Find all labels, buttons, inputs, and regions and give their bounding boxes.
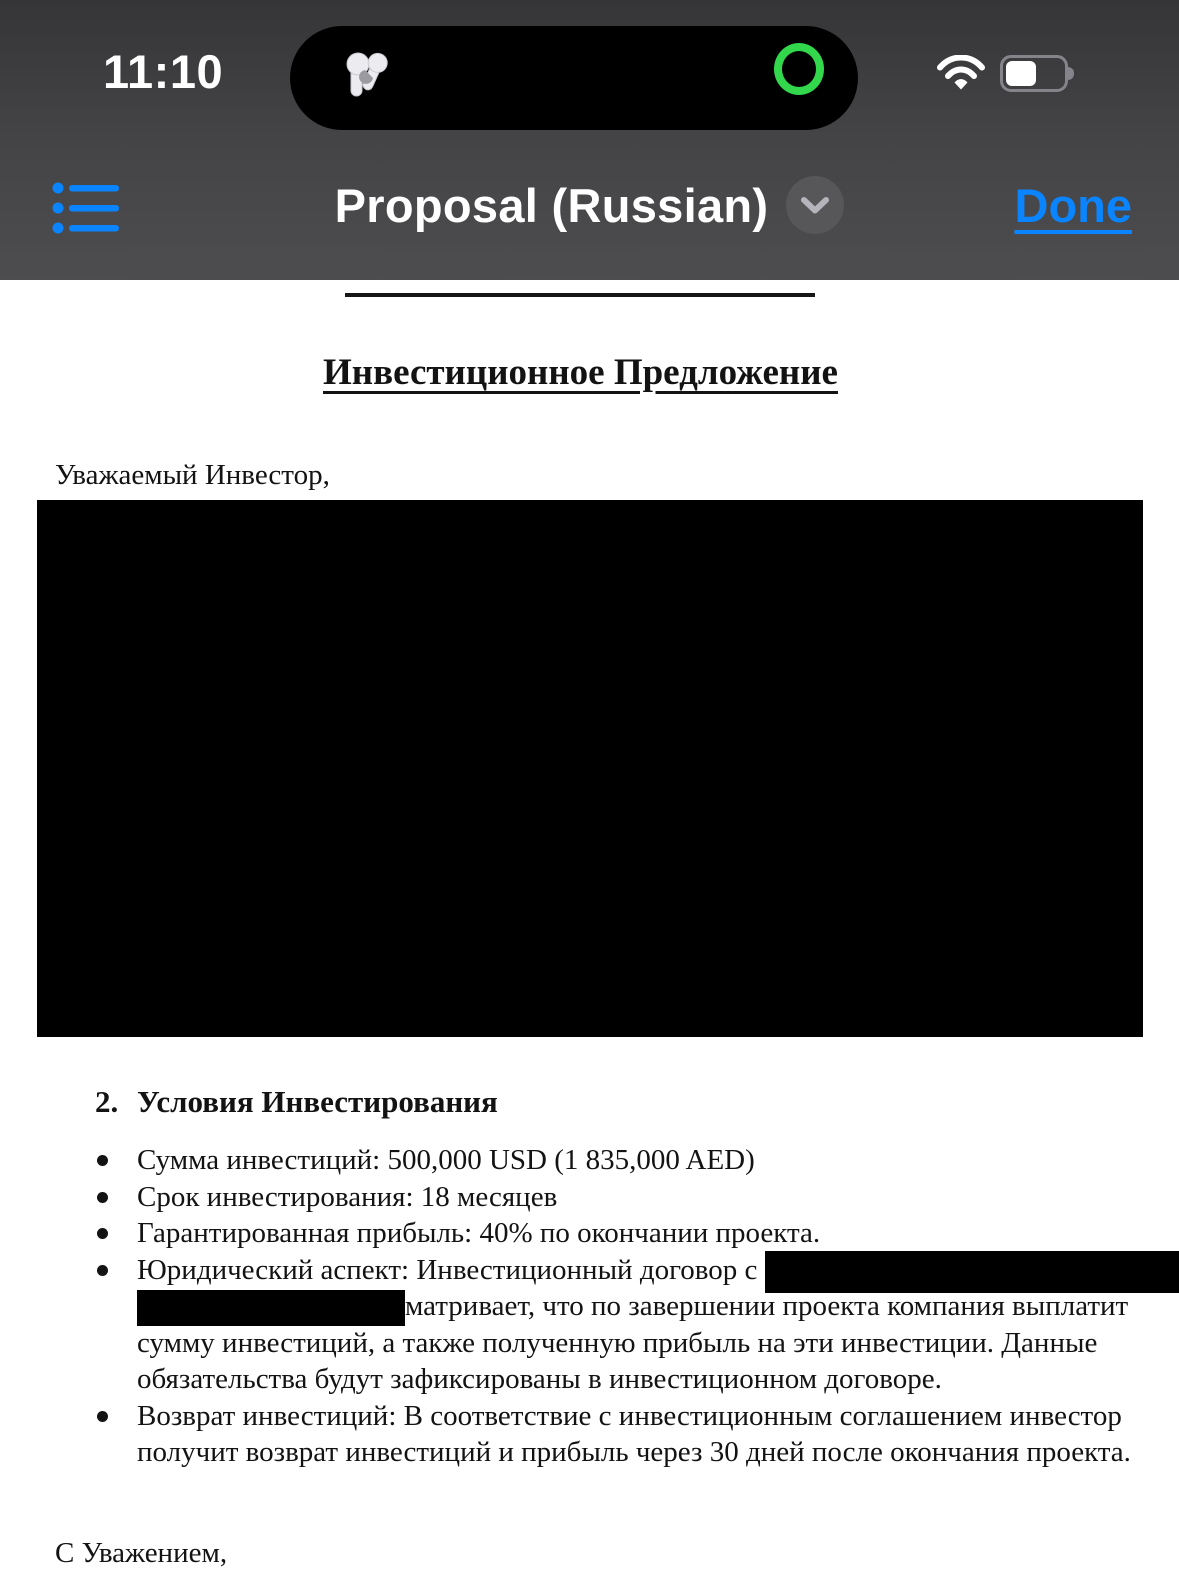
top-bar bbox=[0, 0, 1179, 280]
bullet-line bbox=[137, 1215, 1179, 1252]
bullet-line bbox=[137, 1325, 1179, 1362]
bullet-line bbox=[137, 1398, 1179, 1435]
horizontal-rule bbox=[345, 293, 815, 297]
bullet-item bbox=[95, 1142, 1179, 1179]
status-bar bbox=[0, 0, 1179, 145]
document-heading: Инвестиционное Предложение bbox=[323, 352, 838, 393]
bullet-line bbox=[137, 1252, 1179, 1289]
bullet-text: Сумма инвестиций: 500,000 USD (1 835,000 AED) bbox=[137, 1144, 755, 1176]
battery-fill bbox=[1006, 61, 1036, 86]
bullet-text: матривает, что по завершении проекта компания выплатит bbox=[405, 1290, 1129, 1322]
bullet-item bbox=[95, 1252, 1179, 1398]
section-heading bbox=[95, 1083, 1179, 1120]
redaction-bar bbox=[765, 1251, 1179, 1293]
airpods-icon bbox=[338, 48, 394, 108]
redacted-content-block bbox=[37, 500, 1143, 1037]
bullet-list bbox=[95, 1142, 1179, 1471]
bullet-line bbox=[137, 1288, 1179, 1325]
bullet-text: обязательства будут зафиксированы в инвестиционном договоре. bbox=[137, 1363, 942, 1395]
title-menu-button[interactable] bbox=[786, 176, 844, 234]
bullet-marker bbox=[97, 1265, 108, 1276]
bullet-item bbox=[95, 1398, 1179, 1471]
wifi-icon bbox=[937, 55, 985, 92]
chevron-down-icon bbox=[787, 177, 843, 233]
redaction-bar bbox=[137, 1290, 405, 1326]
section-number: 2. bbox=[95, 1084, 119, 1119]
salutation-text: Уважаемый Инвестор, bbox=[55, 459, 330, 491]
bullet-text: Срок инвестирования: 18 месяцев bbox=[137, 1180, 558, 1213]
bullet-text: получит возврат инвестиций и прибыль через 30 дней после окончания проекта. bbox=[137, 1436, 1131, 1468]
bullet-item bbox=[95, 1215, 1179, 1252]
page-title[interactable]: Proposal (Russian) bbox=[334, 178, 769, 232]
bullet-marker bbox=[97, 1228, 108, 1239]
bullet-marker bbox=[97, 1411, 108, 1422]
bullet-text: Гарантированная прибыль: 40% по окончании проекта. bbox=[137, 1217, 821, 1249]
bullet-marker bbox=[97, 1155, 108, 1166]
title-area bbox=[0, 173, 1179, 237]
recording-indicator bbox=[774, 43, 824, 95]
done-button[interactable]: Done bbox=[1014, 179, 1132, 232]
bullet-line bbox=[137, 1142, 1179, 1179]
bullet-text: сумму инвестиций, а также полученную прибыль на эти инвестиции. Данные bbox=[137, 1326, 1098, 1359]
status-time: 11:10 bbox=[103, 45, 224, 98]
section-title: Условия Инвестирования bbox=[137, 1084, 498, 1119]
battery-nub bbox=[1068, 67, 1074, 80]
closing-text: С Уважением, bbox=[55, 1536, 228, 1569]
bullet-line bbox=[137, 1434, 1179, 1471]
dynamic-island[interactable] bbox=[290, 26, 858, 130]
bullet-line bbox=[137, 1361, 1179, 1398]
battery-icon bbox=[1000, 55, 1068, 92]
status-icons bbox=[937, 55, 1068, 92]
bullet-line bbox=[137, 1179, 1179, 1216]
bullet-text: Юридический аспект: Инвестиционный договор с bbox=[137, 1253, 765, 1286]
bullet-item bbox=[95, 1179, 1179, 1216]
bullet-text: Возврат инвестиций: В соответствие с инвестиционным соглашением инвестор bbox=[137, 1399, 1122, 1432]
document-page bbox=[0, 280, 1179, 1585]
bullet-marker bbox=[97, 1192, 108, 1203]
nav-bar bbox=[0, 145, 1179, 280]
